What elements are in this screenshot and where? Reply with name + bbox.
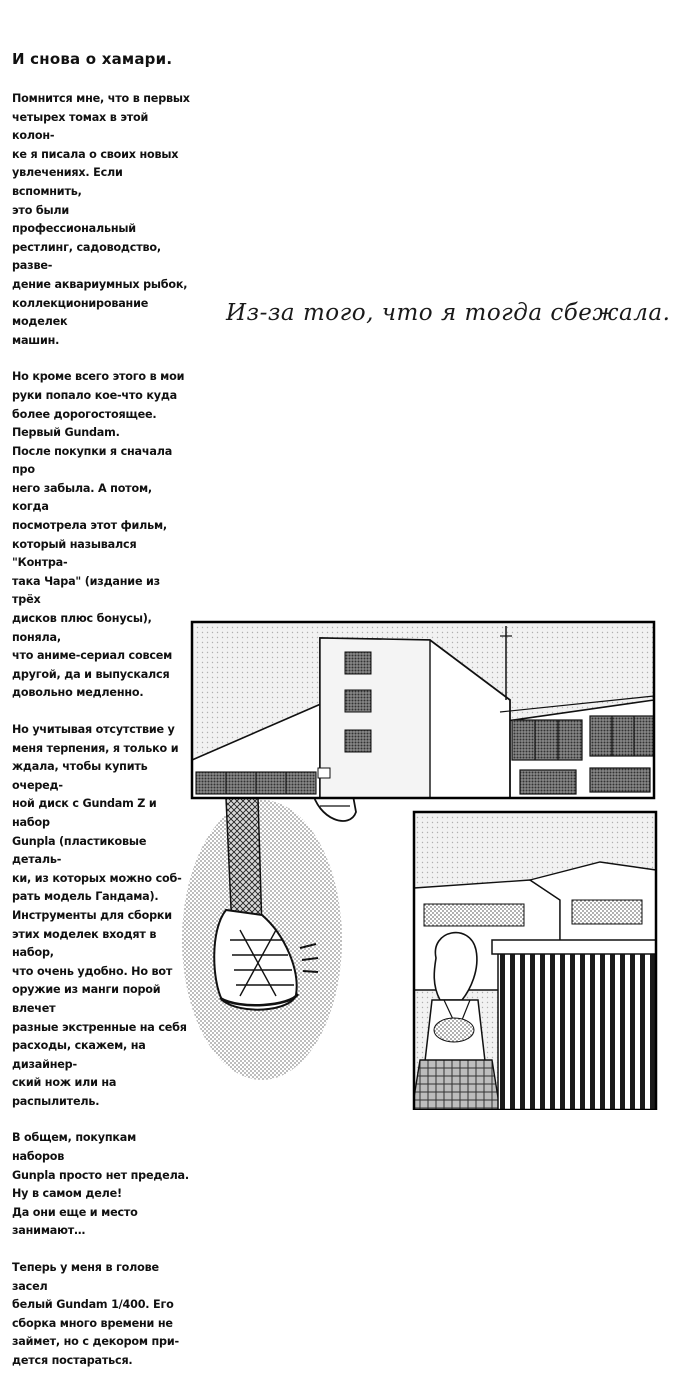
panel-school-building — [192, 622, 654, 800]
panel-shoe — [182, 790, 356, 1080]
author-note-paragraph-2: Но кроме всего этого в мои руки попало кое-что куда более дорогостоящее. Первый Gundam. После покупки я сначала про него забыла. А потом, когда посмотрела этот фильм, который назывался "Контра- така Чара" (издание из трёх дисков плюс бонусы), поняла, что аниме-сериал совсем другой, да и выпускался довольно медленно. — [12, 370, 185, 700]
author-note-paragraph-5: Теперь у меня в голове засел белый Gundam 1/400. Его сборка много времени не займет, но с декором при- дется постараться. — [12, 1261, 179, 1367]
panel-girl-at-gate — [412, 812, 662, 1110]
handwritten-caption: Из-за того, что я тогда сбежала. — [226, 300, 671, 326]
author-note-heading: И снова о хамари. — [12, 50, 173, 68]
author-note-paragraph-3: Но учитывая отсутствие у меня терпения, я только и ждала, чтобы купить очеред- ной диск с Gundam Z и набор Gunpla (пластиковые деталь- ки, из которых можно соб- рать модель Гандама). Инструменты для сборки этих моделек входят в набор, что очень удобно. Но вот оружие из манги порой влечет разные экстренные на себя расходы, скажем, на дизайнер- ский нож или на распылитель. — [12, 723, 187, 1108]
author-note-paragraph-4: В общем, покупкам наборов Gunpla просто нет предела. Ну в самом деле! Да они еще и место занимают… — [12, 1131, 189, 1238]
author-note-paragraph-1: Помнится мне, что в первых четырех томах в этой колон- ке я писала о своих новых увлечениях. Если вспомнить, это были профессиональный рестлинг, садоводство, разве- дение аквариумных рыбок, коллекционирование моделек машин. — [12, 92, 190, 347]
